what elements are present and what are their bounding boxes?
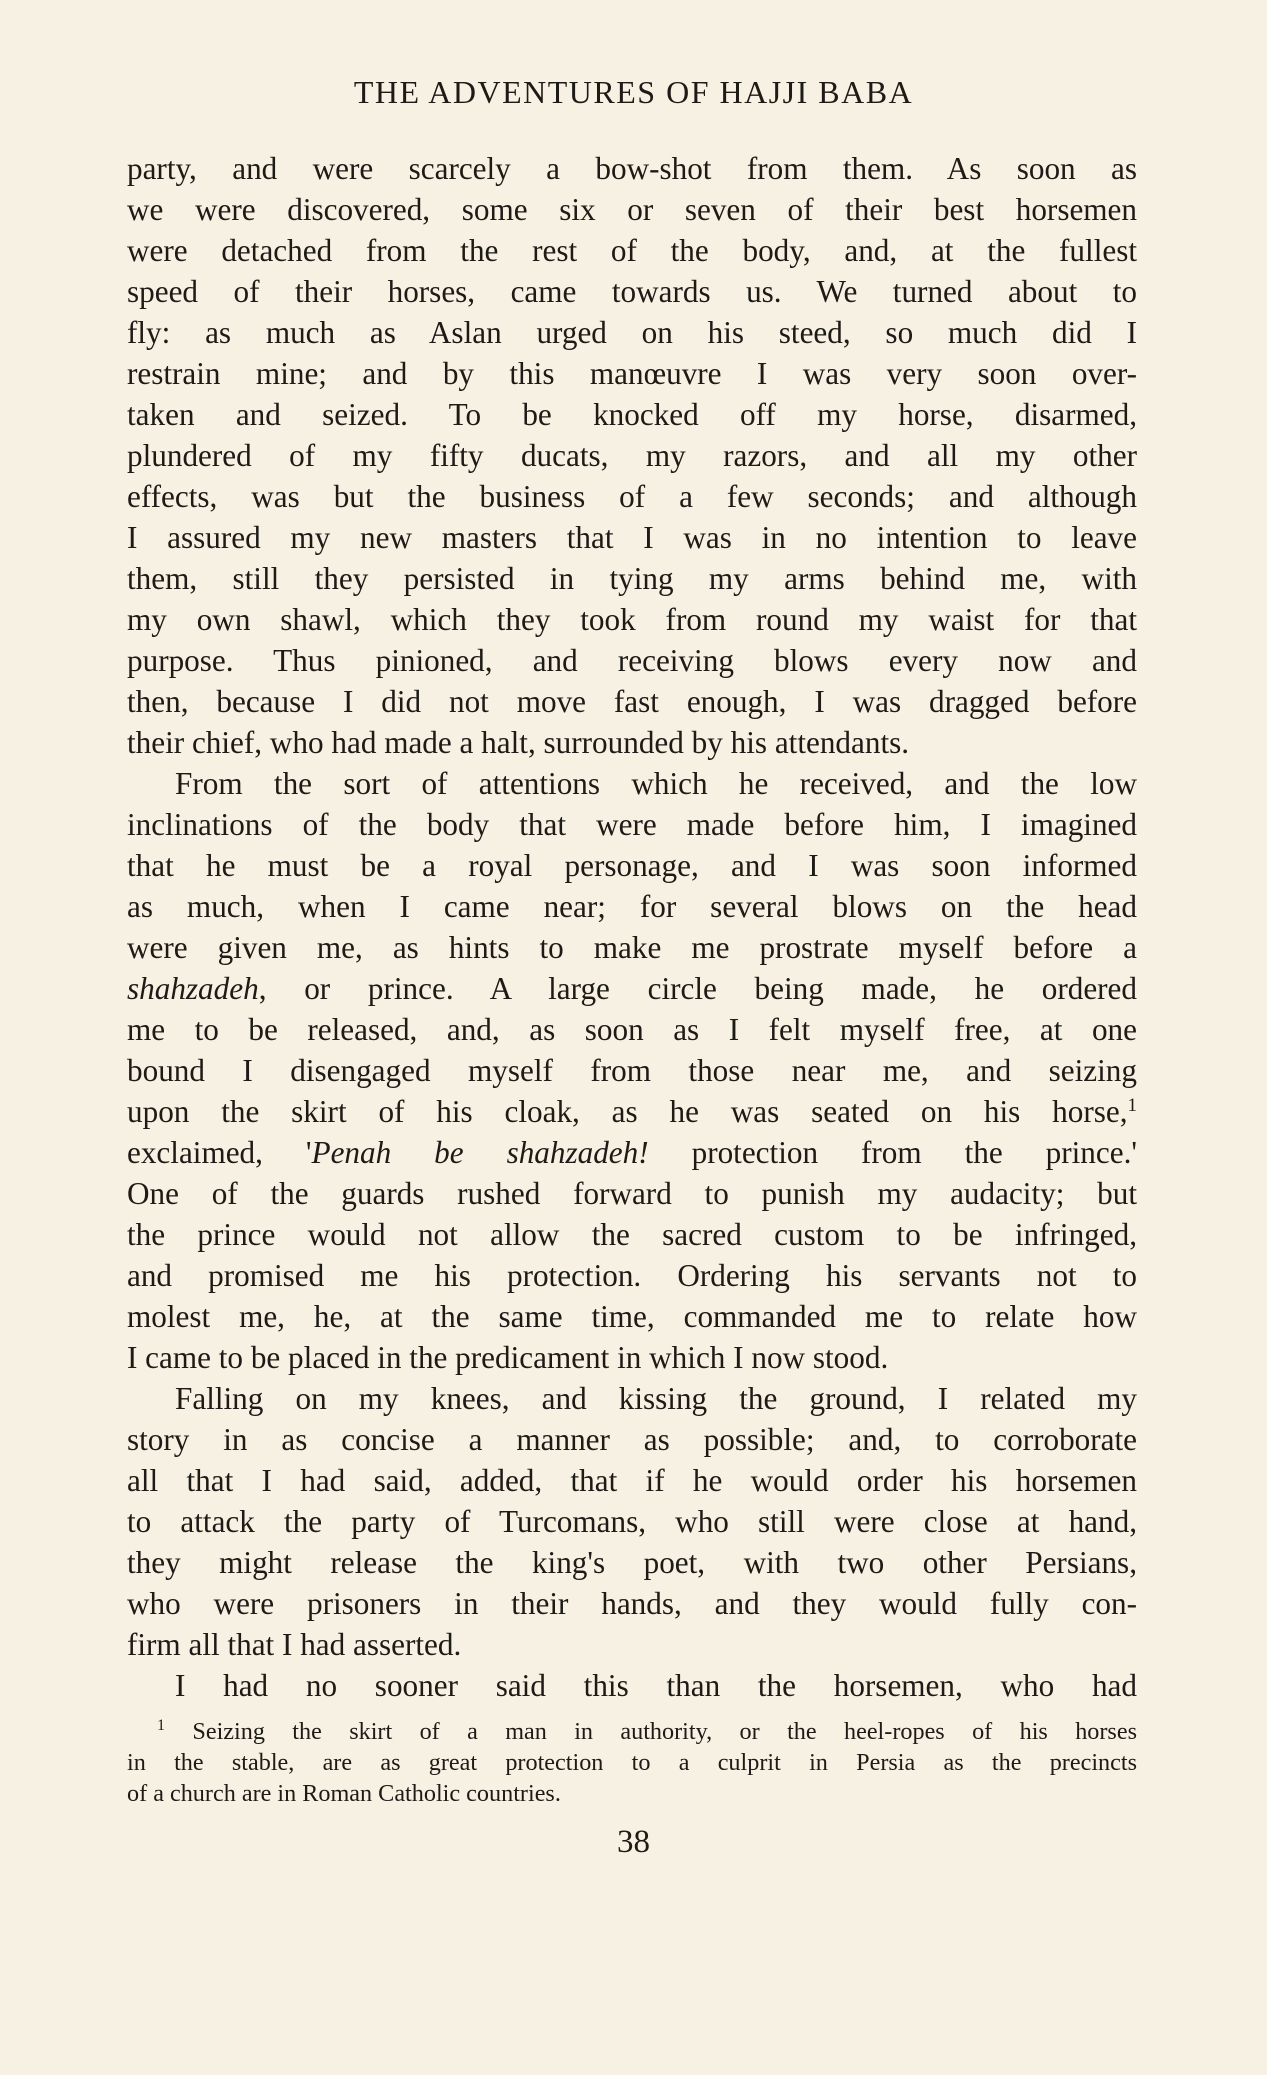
text-line: fly: as much as Aslan urged on his steed, so much did I (127, 315, 1137, 350)
footnote-line: in the stable, are as great protection to a culprit in Persia as the precincts (127, 1749, 1137, 1776)
body-text (127, 148, 1137, 1706)
text-segment: upon the skirt of his cloak, as he was seated on his horse, (127, 1094, 1128, 1129)
text-line (127, 1091, 1137, 1132)
paragraph-start-line: I had no sooner said this than the horsemen, who had (175, 1668, 1137, 1703)
text-segment: , or prince. A large circle being made, he ordered (258, 971, 1137, 1006)
text-line (127, 968, 1137, 1009)
text-line: they might release the king's poet, with two other Persians, (127, 1545, 1137, 1580)
text-line: them, still they persisted in tying my arms behind me, with (127, 561, 1137, 596)
text-line: were given me, as hints to make me prostrate myself before a (127, 930, 1137, 965)
text-line: my own shawl, which they took from round my waist for that (127, 602, 1137, 637)
text-line: to attack the party of Turcomans, who still were close at hand, (127, 1504, 1137, 1539)
text-line: their chief, who had made a halt, surrounded by his attendants. (127, 725, 910, 760)
text-line: we were discovered, some six or seven of their best horsemen (127, 192, 1137, 227)
text-line: party, and were scarcely a bow-shot from them. As soon as (127, 151, 1137, 186)
text-line: purpose. Thus pinioned, and receiving blows every now and (127, 643, 1137, 678)
text-line: I came to be placed in the predicament in which I now stood. (127, 1340, 889, 1375)
text-line: bound I disengaged myself from those near me, and seizing (127, 1053, 1137, 1088)
page-number: 38 (617, 1824, 650, 1860)
text-line: plundered of my fifty ducats, my razors, and all my other (127, 438, 1137, 473)
text-line: me to be released, and, as soon as I felt myself free, at one (127, 1012, 1137, 1047)
text-line: molest me, he, at the same time, commanded me to relate how (127, 1299, 1137, 1334)
text-line: One of the guards rushed forward to punish my audacity; but (127, 1176, 1137, 1211)
text-segment: protection from the prince.' (648, 1135, 1137, 1170)
text-line: and promised me his protection. Ordering his servants not to (127, 1258, 1137, 1293)
text-line: firm all that I had asserted. (127, 1627, 462, 1662)
footnote-line: of a church are in Roman Catholic countries. (127, 1780, 561, 1807)
paragraph-start-line: Falling on my knees, and kissing the ground, I related my (175, 1381, 1137, 1416)
text-line: effects, was but the business of a few seconds; and although (127, 479, 1137, 514)
text-line: taken and seized. To be knocked off my horse, disarmed, (127, 397, 1137, 432)
footnote-reference[interactable]: 1 (1127, 1095, 1137, 1116)
text-line: that he must be a royal personage, and I was soon informed (127, 848, 1137, 883)
text-line: then, because I did not move fast enough, I was dragged before (127, 684, 1137, 719)
text-segment: exclaimed, ' (127, 1135, 312, 1170)
footnote-line (127, 1716, 1137, 1747)
text-line: restrain mine; and by this manœuvre I was very soon over- (127, 356, 1137, 391)
text-line (127, 1132, 1137, 1173)
running-head: THE ADVENTURES OF HAJJI BABA (353, 74, 914, 110)
text-line: speed of their horses, came towards us. We turned about to (127, 274, 1137, 309)
text-line: were detached from the rest of the body, and, at the fullest (127, 233, 1137, 268)
text-line: story in as concise a manner as possible; and, to corroborate (127, 1422, 1137, 1457)
text-segment: Seizing the skirt of a man in authority, or the heel-ropes of his horses (192, 1718, 1137, 1745)
italic-term-shahzadeh: shahzadeh (127, 971, 259, 1006)
italic-phrase-penah: Penah be shahzadeh! (311, 1135, 649, 1170)
text-line: all that I had said, added, that if he would order his horsemen (127, 1463, 1137, 1498)
text-line: the prince would not allow the sacred custom to be infringed, (127, 1217, 1137, 1252)
paragraph-start-line: From the sort of attentions which he received, and the low (175, 766, 1137, 801)
text-line: inclinations of the body that were made before him, I imagined (127, 807, 1137, 842)
footnote-marker: 1 (157, 1717, 165, 1734)
text-line: who were prisoners in their hands, and they would fully con- (127, 1586, 1137, 1621)
footnote (127, 1716, 1137, 1809)
text-line: I assured my new masters that I was in no intention to leave (127, 520, 1137, 555)
text-line: as much, when I came near; for several blows on the head (127, 889, 1137, 924)
